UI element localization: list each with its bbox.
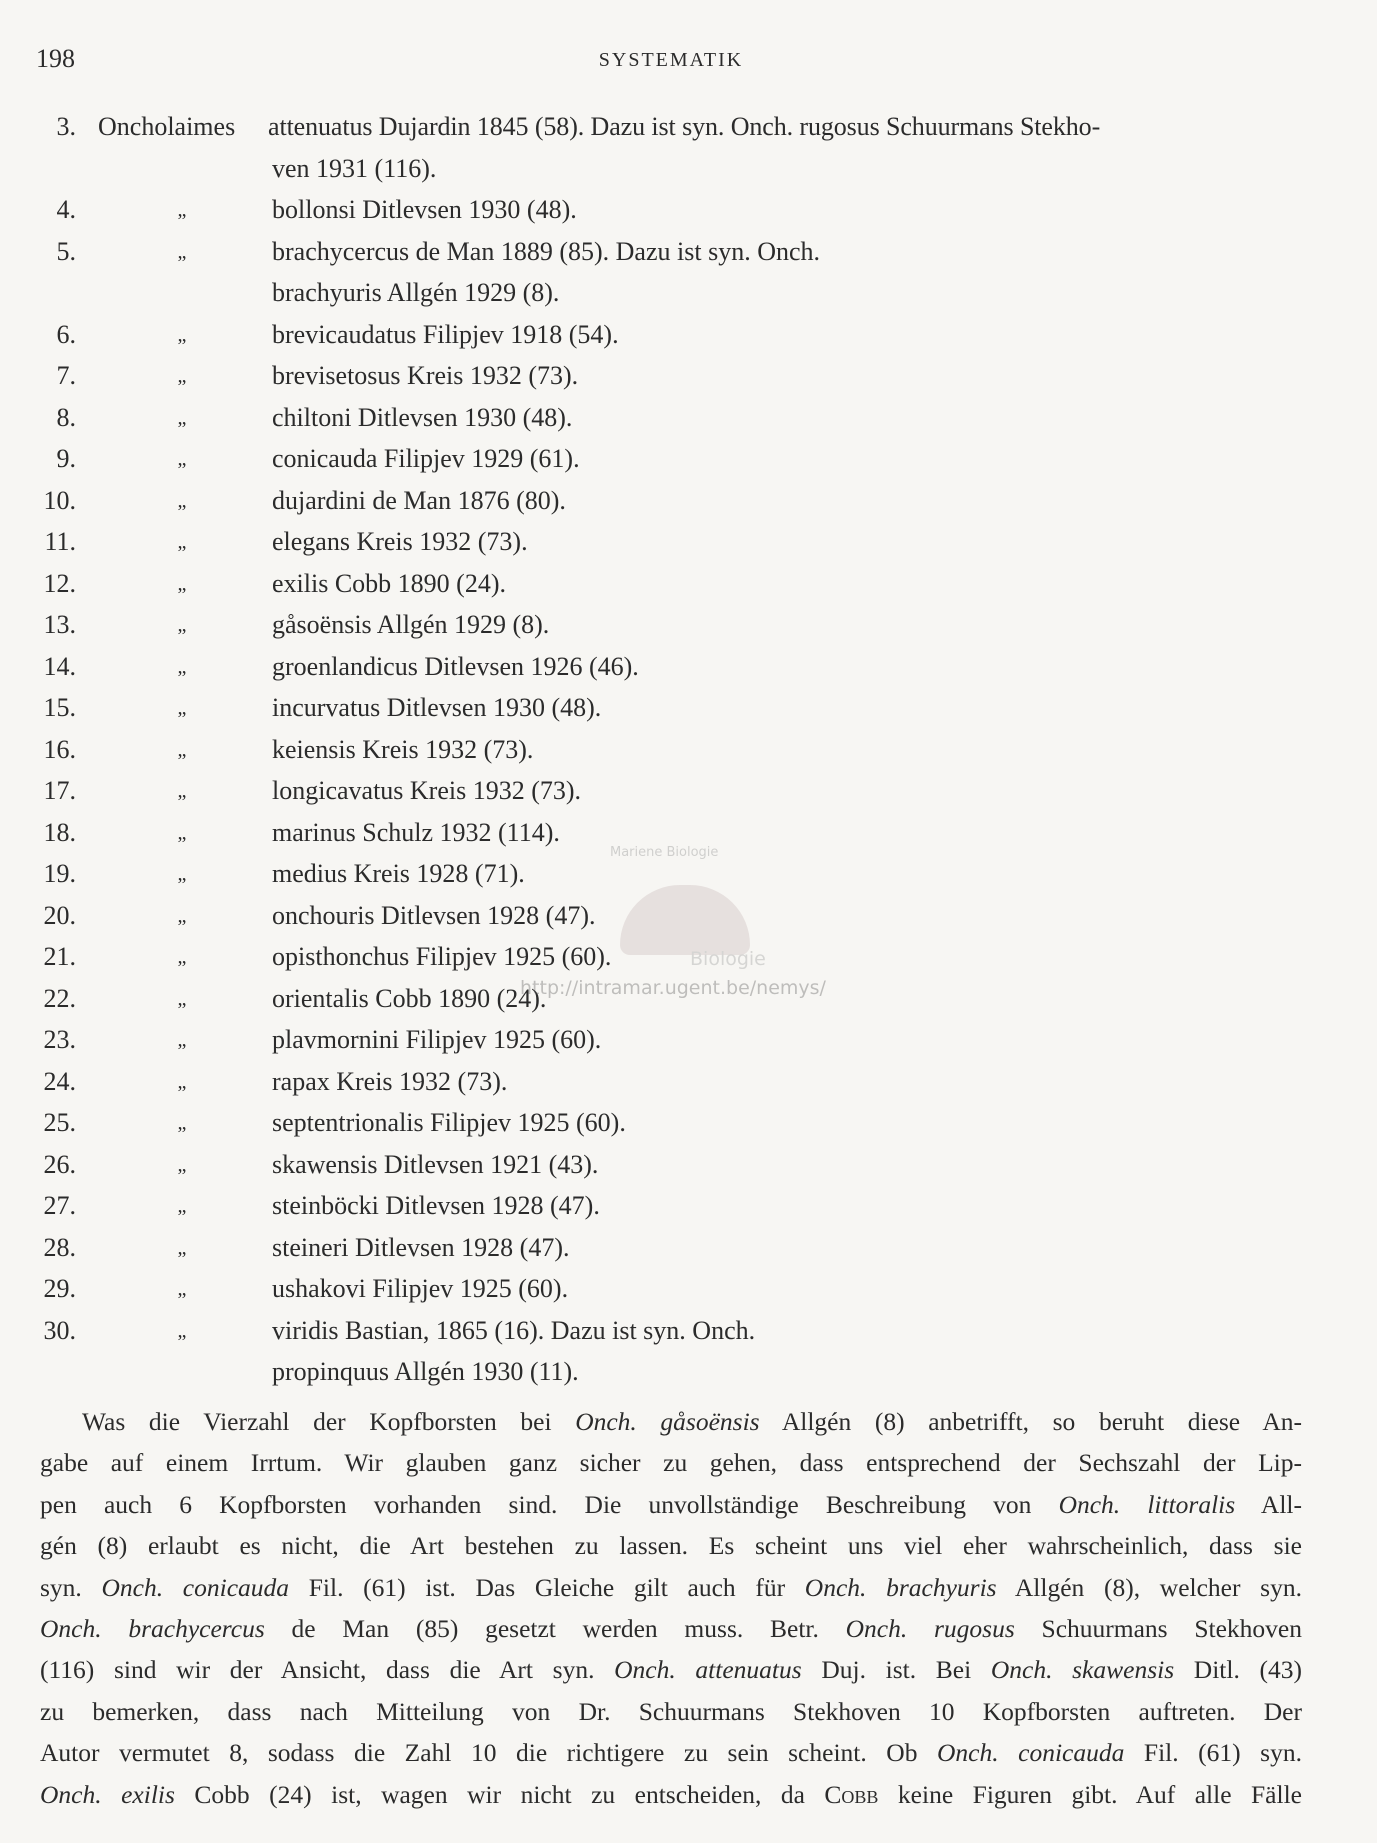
text-run: syn. [40, 1572, 102, 1602]
item-number: 12. [43, 568, 76, 598]
ditto-mark: „ [177, 365, 187, 387]
item-text: orientalis Cobb 1890 (24). [272, 983, 547, 1013]
item-text: conicauda Filipjev 1929 (61). [272, 444, 580, 473]
list-item [0, 1067, 1377, 1109]
paragraph-line [40, 1649, 1302, 1690]
list-item [0, 527, 1377, 569]
item-number: 5. [56, 236, 76, 266]
item-text: opisthonchus Filipjev 1925 (60). [272, 942, 612, 971]
ditto-mark: „ [177, 1278, 187, 1300]
ditto-mark: „ [177, 738, 187, 761]
item-text: plavmornini Filipjev 1925 (60). [272, 1025, 602, 1054]
list-item-continuation [0, 154, 1377, 196]
text-run: Duj. ist. Bei [801, 1655, 991, 1685]
watermark-arc-text: Mariene Biologie [610, 845, 719, 860]
text-run: Allgén (8), welcher syn. [996, 1572, 1302, 1602]
list-item [0, 610, 1377, 652]
paragraph-line [40, 1691, 1302, 1732]
text-run: zu bemerken, dass nach Mitteilung von Dr. Schuurmans Stekhoven 10 Kopfborsten auftreten. Der [40, 1696, 1302, 1726]
paragraph-line [40, 1442, 1302, 1483]
item-text: longicavatus Kreis 1932 (73). [272, 776, 582, 805]
species-list [0, 112, 1377, 1399]
italic-species-name: Onch. littoralis [1058, 1489, 1236, 1519]
item-number: 4. [56, 195, 76, 224]
item-number: 27. [43, 1191, 76, 1220]
item-text: brachycercus de Man 1889 (85). Dazu ist syn. Onch. [272, 236, 821, 266]
item-number: 14. [43, 651, 76, 681]
item-number: 20. [43, 900, 76, 930]
ditto-mark: „ [177, 1070, 187, 1093]
item-text: marinus Schulz 1932 (114). [272, 817, 560, 847]
text-run: Cobb (24) ist, wagen wir nicht zu entscheiden, da [174, 1779, 825, 1809]
text-run: Allgén (8) anbetrifft, so beruht diese An- [759, 1407, 1302, 1436]
item-text: medius Kreis 1928 (71). [272, 859, 525, 888]
item-text: elegans Kreis 1932 (73). [272, 527, 528, 556]
ditto-mark: „ [177, 240, 187, 263]
list-item [0, 1191, 1377, 1233]
text-run: (116) sind wir der Ansicht, dass die Art syn. [40, 1655, 615, 1685]
page-header [36, 44, 1306, 80]
ditto-mark: „ [177, 199, 187, 221]
item-text: bollonsi Ditlevsen 1930 (48). [272, 195, 577, 224]
item-text: exilis Cobb 1890 (24). [272, 568, 506, 598]
item-number: 6. [56, 319, 76, 349]
list-item [0, 361, 1377, 403]
italic-species-name: Onch. brachyuris [804, 1572, 997, 1602]
page-number: 198 [36, 44, 75, 73]
italic-species-name: Onch. conicauda [101, 1572, 290, 1602]
ditto-mark: „ [177, 489, 187, 512]
watermark-url: http://intramar.ugent.be/nemys/ [520, 977, 826, 999]
ditto-mark: „ [177, 1319, 187, 1342]
italic-species-name: Onch. attenuatus [614, 1655, 802, 1685]
item-number: 26. [43, 1149, 76, 1179]
ditto-mark: „ [177, 780, 187, 802]
item-text: dujardini de Man 1876 (80). [272, 485, 566, 515]
list-item [0, 652, 1377, 694]
list-item [0, 1150, 1377, 1192]
ditto-mark: „ [177, 323, 187, 346]
list-item [0, 859, 1377, 901]
item-number: 24. [43, 1066, 76, 1096]
list-item [0, 818, 1377, 860]
item-text-continuation: ven 1931 (116). [272, 153, 437, 183]
item-number: 9. [56, 444, 76, 473]
ditto-mark: „ [177, 697, 187, 719]
italic-species-name: Onch. brachycercus [40, 1613, 265, 1643]
list-item [0, 1316, 1377, 1358]
item-number: 29. [43, 1274, 76, 1303]
item-text: gåsoënsis Allgén 1929 (8). [272, 610, 550, 639]
item-text: rapax Kreis 1932 (73). [272, 1066, 508, 1096]
watermark-subtext: Biologie [690, 948, 766, 970]
text-run: keine Figuren gibt. Auf alle Fälle [878, 1779, 1302, 1809]
italic-species-name: Onch. rugosus [845, 1613, 1015, 1643]
list-item [0, 486, 1377, 528]
item-text: skawensis Ditlevsen 1921 (43). [272, 1149, 599, 1179]
item-text: incurvatus Ditlevsen 1930 (48). [272, 693, 602, 722]
list-item [0, 320, 1377, 362]
ditto-mark: „ [177, 904, 187, 927]
ditto-mark: „ [177, 1195, 187, 1217]
text-run: All- [1235, 1489, 1303, 1519]
item-text-continuation: propinquus Allgén 1930 (11). [272, 1357, 579, 1386]
ditto-mark: „ [177, 1236, 187, 1259]
list-item [0, 237, 1377, 279]
item-number: 22. [43, 983, 76, 1013]
ditto-mark: „ [177, 863, 187, 885]
italic-species-name: Onch. gåsoënsis [575, 1407, 760, 1436]
item-text: steinböcki Ditlevsen 1928 (47). [272, 1191, 600, 1220]
ditto-mark: „ [177, 406, 187, 429]
item-text: brevisetosus Kreis 1932 (73). [272, 361, 579, 390]
text-run: Fil. (61) syn. [1124, 1738, 1302, 1768]
list-item [0, 901, 1377, 943]
list-item [0, 1108, 1377, 1150]
item-number: 8. [56, 402, 76, 432]
item-text: attenuatus Dujardin 1845 (58). Dazu ist syn. Onch. rugosus Schuurmans Stekho- [268, 112, 1101, 141]
item-number: 13. [43, 610, 76, 639]
item-text-continuation: brachyuris Allgén 1929 (8). [272, 278, 560, 307]
ditto-mark: „ [177, 572, 187, 595]
body-paragraph [40, 1401, 1302, 1815]
item-number: 18. [43, 817, 76, 847]
text-run: gén (8) erlaubt es nicht, die Art bestehen zu lassen. Es scheint uns viel eher wahrscheinlich, dass sie [40, 1531, 1302, 1561]
paragraph-line [40, 1608, 1302, 1649]
running-title: SYSTEMATIK [598, 49, 744, 71]
text-run: Autor vermutet 8, sodass die Zahl 10 die richtigere zu sein scheint. Ob [40, 1738, 937, 1768]
list-item [0, 195, 1377, 237]
item-text: viridis Bastian, 1865 (16). Dazu ist syn. Onch. [272, 1315, 756, 1345]
paragraph-line [40, 1525, 1302, 1566]
list-item [0, 569, 1377, 611]
list-item [0, 1233, 1377, 1275]
item-text: steineri Ditlevsen 1928 (47). [272, 1232, 570, 1262]
item-number: 3. [56, 112, 76, 141]
text-run: pen auch 6 Kopfborsten vorhanden sind. Die unvollständige Beschreibung von [40, 1489, 1059, 1519]
item-text: chiltoni Ditlevsen 1930 (48). [272, 402, 573, 432]
list-item [0, 112, 1377, 154]
list-item [0, 444, 1377, 486]
ditto-mark: „ [177, 946, 187, 968]
ditto-mark: „ [177, 987, 187, 1010]
paragraph-line [40, 1484, 1302, 1525]
paragraph-line [40, 1401, 1302, 1442]
ditto-mark: „ [177, 614, 187, 636]
text-run: Cobb [824, 1779, 879, 1809]
item-number: 25. [43, 1108, 76, 1137]
item-number: 15. [43, 693, 76, 722]
italic-species-name: Onch. conicauda [936, 1738, 1125, 1768]
list-item [0, 942, 1377, 984]
item-number: 21. [43, 942, 76, 971]
item-text: onchouris Ditlevsen 1928 (47). [272, 900, 596, 930]
item-text: septentrionalis Filipjev 1925 (60). [272, 1108, 626, 1137]
ditto-mark: „ [177, 1112, 187, 1134]
item-number: 16. [43, 734, 76, 764]
list-item [0, 1274, 1377, 1316]
item-number: 17. [43, 776, 76, 805]
ditto-mark: „ [177, 531, 187, 553]
text-run: gabe auf einem Irrtum. Wir glauben ganz sicher zu gehen, dass entsprechend der Sechszahl der Lip- [40, 1448, 1302, 1478]
list-item-continuation [0, 278, 1377, 320]
ditto-mark: „ [177, 1029, 187, 1051]
item-text: keiensis Kreis 1932 (73). [272, 734, 534, 764]
item-number: 28. [43, 1232, 76, 1262]
item-text: brevicaudatus Filipjev 1918 (54). [272, 319, 619, 349]
paragraph-line [40, 1774, 1302, 1815]
item-number: 30. [43, 1315, 76, 1345]
item-number: 7. [56, 361, 76, 390]
item-number: 19. [43, 859, 76, 888]
list-item [0, 735, 1377, 777]
text-run: Schuurmans Stekhoven [1014, 1613, 1302, 1643]
item-number: 11. [44, 527, 76, 556]
list-item [0, 984, 1377, 1026]
text-run: Was die Vierzahl der Kopfborsten bei [82, 1407, 576, 1436]
list-item [0, 776, 1377, 818]
paragraph-line [40, 1567, 1302, 1608]
ditto-mark: „ [177, 1153, 187, 1176]
ditto-mark: „ [177, 655, 187, 678]
italic-species-name: Onch. exilis [40, 1779, 175, 1809]
item-text: groenlandicus Ditlevsen 1926 (46). [272, 651, 639, 681]
list-item-continuation [0, 1357, 1377, 1399]
item-text: ushakovi Filipjev 1925 (60). [272, 1274, 569, 1303]
italic-species-name: Onch. skawensis [990, 1655, 1175, 1685]
list-item [0, 693, 1377, 735]
item-number: 10. [43, 485, 76, 515]
list-item [0, 403, 1377, 445]
ditto-mark: „ [177, 821, 187, 844]
text-run: Fil. (61) ist. Das Gleiche gilt auch für [289, 1572, 805, 1602]
text-run: Ditl. (43) [1174, 1655, 1302, 1685]
paragraph-line [40, 1732, 1302, 1773]
ditto-mark: „ [177, 448, 187, 470]
item-number: 23. [43, 1025, 76, 1054]
text-run: de Man (85) gesetzt werden muss. Betr. [264, 1613, 846, 1643]
list-item [0, 1025, 1377, 1067]
genus-name: Oncholaimes [98, 112, 236, 141]
